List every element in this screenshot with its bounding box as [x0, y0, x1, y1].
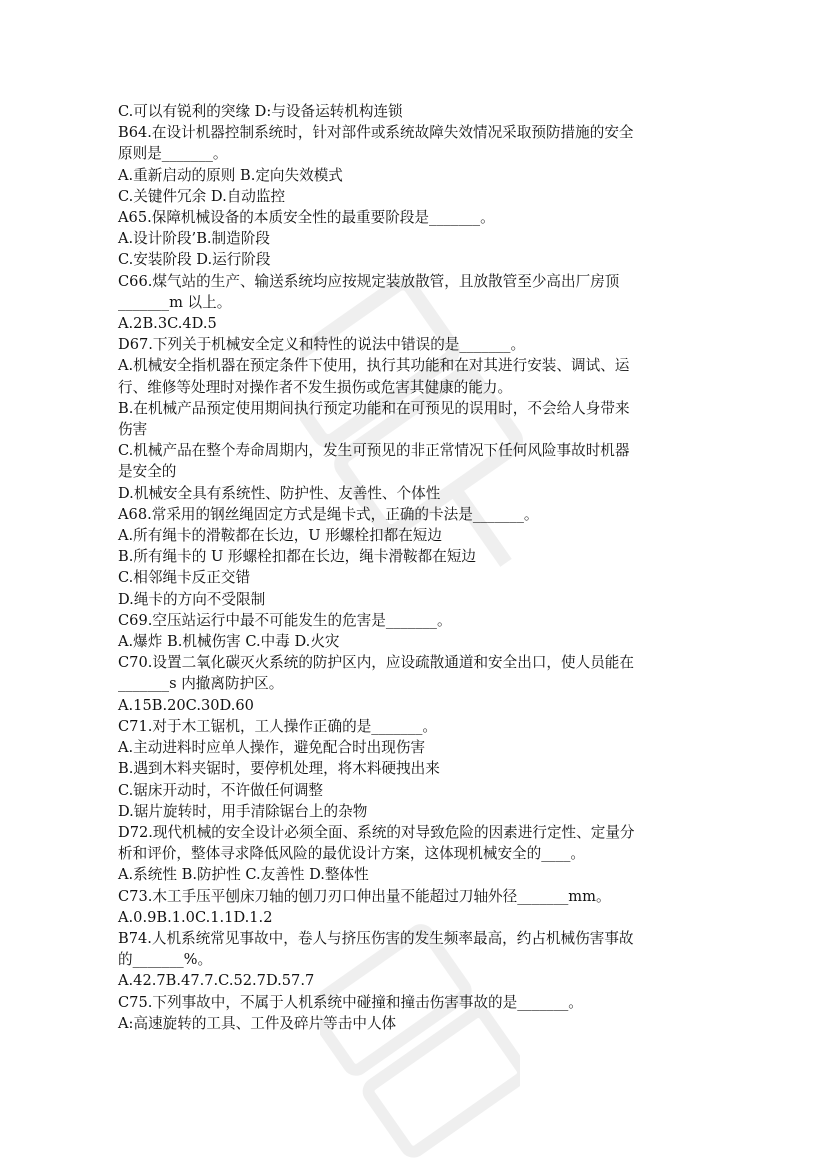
option-line: A.爆炸 B.机械伤害 C.中毒 D.火灾	[118, 633, 340, 651]
text-line: _______m 以上。	[118, 293, 232, 311]
option-line: D.绳卡的方向不受限制	[118, 590, 266, 608]
question-c71: C71.对于木工锯机，工人操作正确的是_______。	[118, 717, 437, 735]
question-c73: C73.木工手压平刨床刀轴的刨刀刃口伸出量不能超过刀轴外径_______mm。	[118, 887, 611, 905]
option-line: C.安装阶段 D.运行阶段	[118, 251, 271, 269]
question-a68: A68.常采用的钢丝绳固定方式是绳卡式，正确的卡法是_______。	[118, 505, 539, 523]
question-c70: C70.设置二氧化碳灭火系统的防护区内，应设疏散通道和安全出口，使人员能在	[118, 654, 634, 672]
option-line: A.所有绳卡的滑鞍都在长边，U 形螺栓扣都在短边	[118, 527, 442, 545]
question-b64: B64.在设计机器控制系统时，针对部件或系统故障失效情况采取预防措施的安全	[118, 124, 634, 142]
text-line: 伤害	[118, 421, 148, 439]
option-line: C.相邻绳卡反正交错	[118, 569, 251, 587]
option-line: C.锯床开动时，不许做任何调整	[118, 781, 324, 799]
question-c75: C75.下列事故中，不属于人机系统中碰撞和撞击伤害事故的是_______。	[118, 993, 583, 1011]
question-list	[118, 101, 718, 1034]
question-c66: C66.煤气站的生产、输送系统均应按规定装放散管，且放散管至少高出厂房顶	[118, 272, 620, 290]
question-b74: B74.人机系统常见事故中，卷人与挤压伤害的发生频率最高，约占机械伤害事故	[118, 929, 634, 947]
text-line: 是安全的	[118, 463, 177, 481]
option-line: B.在机械产品预定使用期间执行预定功能和在可预见的误用时，不会给人身带来	[118, 399, 630, 417]
option-line: A.设计阶段’B.制造阶段	[118, 230, 270, 248]
option-line: B.遇到木料夹锯时，要停机处理，将木料硬拽出来	[118, 760, 440, 778]
text-line: 行、维修等处理时对操作者不发生损伤或危害其健康的能力。	[118, 378, 513, 396]
question-a65: A65.保障机械设备的本质安全性的最重要阶段是_______。	[118, 209, 495, 227]
option-line: D.机械安全具有系统性、防护性、友善性、个体性	[118, 484, 441, 502]
option-line: A.机械安全指机器在预定条件下使用，执行其功能和在对其进行安装、调试、运	[118, 357, 630, 375]
text-line: 析和评价，整体寻求降低风险的最优设计方案，这体现机械安全的____。	[118, 845, 586, 863]
question-c69: C69.空压站运行中最不可能发生的危害是_______。	[118, 611, 452, 629]
text-line: 的_______%。	[118, 951, 213, 969]
option-line: A.15B.20C.30D.60	[118, 696, 254, 714]
option-line: C.关键件冗余 D.自动监控	[118, 187, 286, 205]
option-line: A.2B.3C.4D.5	[118, 315, 217, 333]
option-line: A.42.7B.47.7.C.52.7D.57.7	[118, 972, 315, 990]
text-line: 原则是_______。	[118, 145, 228, 163]
option-line: C.机械产品在整个寿命周期内，发生可预见的非正常情况下任何风险事故时机器	[118, 442, 630, 460]
option-line: A.系统性 B.防护性 C.友善性 D.整体性	[118, 866, 369, 884]
question-d72: D72.现代机械的安全设计必须全面、系统的对导致危险的因素进行定性、定量分	[118, 823, 635, 841]
option-line: B.所有绳卡的 U 形螺栓扣都在长边，绳卡滑鞍都在短边	[118, 548, 477, 566]
option-line: A.重新启动的原则 B.定向失效模式	[118, 166, 343, 184]
text-line: _______s 内撤离防护区。	[118, 675, 284, 693]
option-line: A.0.9B.1.0C.1.1D.1.2	[118, 908, 273, 926]
option-line: A:高速旋转的工具、工件及碎片等击中人体	[118, 1014, 397, 1032]
question-d67: D67.下列关于机械安全定义和特性的说法中错误的是_______。	[118, 336, 526, 354]
option-line: A.主动进料时应单人操作，避免配合时出现伤害	[118, 739, 426, 757]
text-line: C.可以有锐利的突缘 D:与设备运转机构连锁	[118, 103, 403, 120]
option-line: D.锯片旋转时，用手清除锯台上的杂物	[118, 802, 368, 820]
